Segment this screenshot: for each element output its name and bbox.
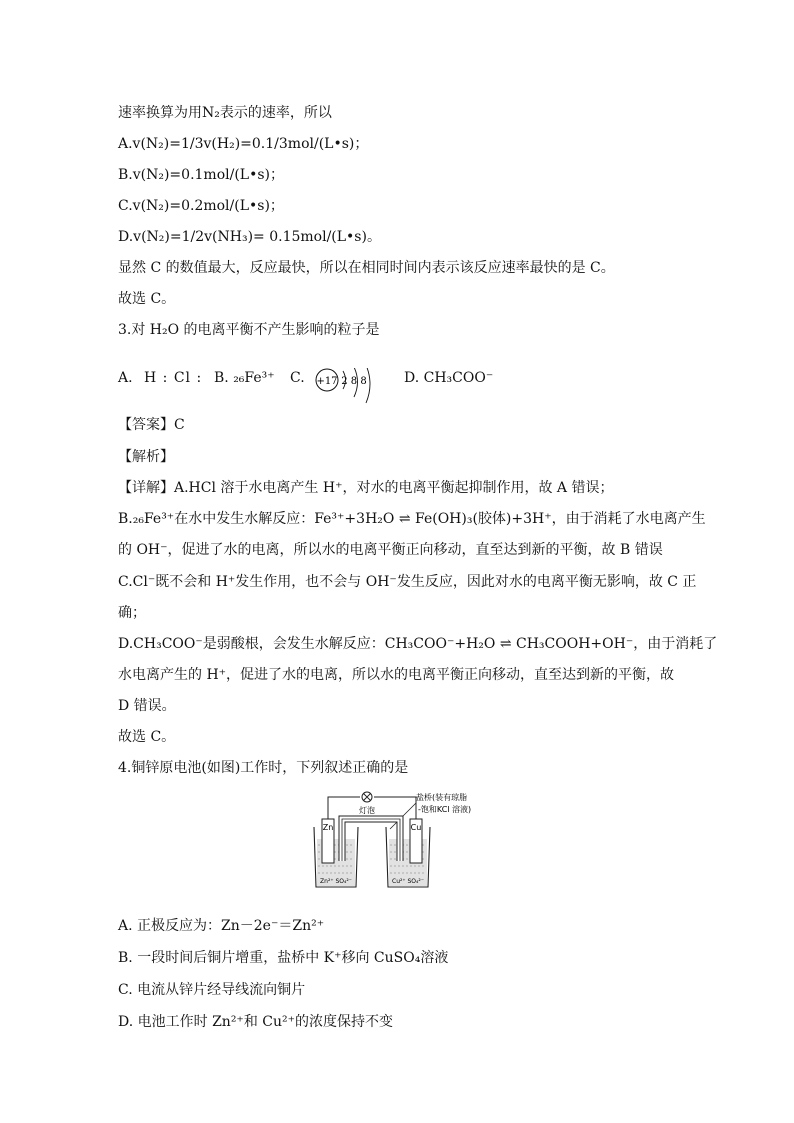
text-line: 确； (118, 605, 146, 621)
q3-option-b: B. ₂₆Fe³⁺ (214, 370, 275, 386)
galvanic-cell-figure (312, 789, 512, 889)
text-line: 故选 C。 (118, 291, 176, 307)
question-4: 4.铜锌原电池(如图)工作时，下列叙述正确的是 (118, 760, 409, 776)
text-line: B.₂₆Fe³⁺在水中发生水解反应：Fe³⁺+3H₂O ⇌ Fe(OH)₃(胶体)+3H⁺，由于消耗了水电离产生 (118, 511, 706, 527)
q3-option-c-label: C. (290, 370, 305, 386)
text-line: 的 OH⁻，促进了水的电离，所以水的电离平衡正向移动，直至达到新的平衡，故 B 错误 (118, 542, 663, 558)
text-line: A.v(N₂)=1/3v(H₂)=0.1/3mol/(L•s)； (118, 136, 369, 152)
q4-option-c: C. 电流从锌片经导线流向铜片 (118, 982, 306, 998)
text-line: B.v(N₂)=0.1mol/(L•s)； (118, 167, 284, 183)
text-line: C.v(N₂)=0.2mol/(L•s)； (118, 198, 284, 214)
salt-bridge-label-2: -饱和KCl 溶液) (418, 805, 472, 814)
question-3: 3.对 H₂O 的电离平衡不产生影响的粒子是 (118, 322, 380, 338)
right-solution-label: Cu²⁺ SO₄²⁻ (392, 878, 424, 885)
q4-option-d: D. 电池工作时 Zn²⁺和 Cu²⁺的浓度保持不变 (118, 1014, 394, 1030)
q3-options (118, 368, 678, 408)
text-line: 【详解】A.HCl 溶于水电离产生 H⁺，对水的电离平衡起抑制作用，故 A 错误； (118, 480, 614, 496)
text-line: C.Cl⁻既不会和 H⁺发生作用，也不会与 OH⁻发生反应，因此对水的电离平衡无影响，故 C 正 (118, 574, 697, 590)
text-line: D.CH₃COO⁻是弱酸根，会发生水解反应：CH₃COO⁻+H₂O ⇌ CH₃COOH+OH⁻，由于消耗了 (118, 636, 718, 652)
q3-option-d: D. CH₃COO⁻ (404, 370, 494, 386)
salt-bridge-label-1: 盐桥(装有琼脂 (416, 793, 468, 802)
copper-label: Cu (410, 823, 422, 832)
chloride-ion-structure-diagram (314, 368, 384, 408)
q3-option-a-formula: H : Cl : (144, 370, 203, 386)
zinc-label: Zn (322, 823, 334, 832)
answer-label: 【答案】C (118, 417, 185, 433)
analysis-label: 【解析】 (118, 449, 174, 465)
q4-option-a: A. 正极反应为：Zn－2e⁻＝Zn²⁺ (118, 918, 325, 934)
text-line: 故选 C。 (118, 729, 176, 745)
text-line: D.v(N₂)=1/2v(NH₃)= 0.15mol/(L•s)。 (118, 229, 381, 245)
text-line: D 错误。 (118, 698, 176, 714)
electron-shells: 2 8 8 (341, 376, 367, 387)
left-solution-label: Zn²⁺ SO₄²⁻ (320, 878, 352, 885)
nucleus-charge: +17 (316, 376, 338, 387)
text-line: 水电离产生的 H⁺，促进了水的电离，所以水的电离平衡正向移动，直至达到新的平衡，故 (118, 667, 675, 683)
lamp-label: 灯泡 (359, 806, 375, 815)
text-line: 显然 C 的数值最大，反应最快，所以在相同时间内表示该反应速率最快的是 C。 (118, 260, 615, 276)
text-line: 速率换算为用N₂表示的速率，所以 (118, 105, 332, 121)
q3-option-a-label: A. (118, 370, 133, 386)
q4-option-b: B. 一段时间后铜片增重，盐桥中 K⁺移向 CuSO₄溶液 (118, 950, 449, 966)
